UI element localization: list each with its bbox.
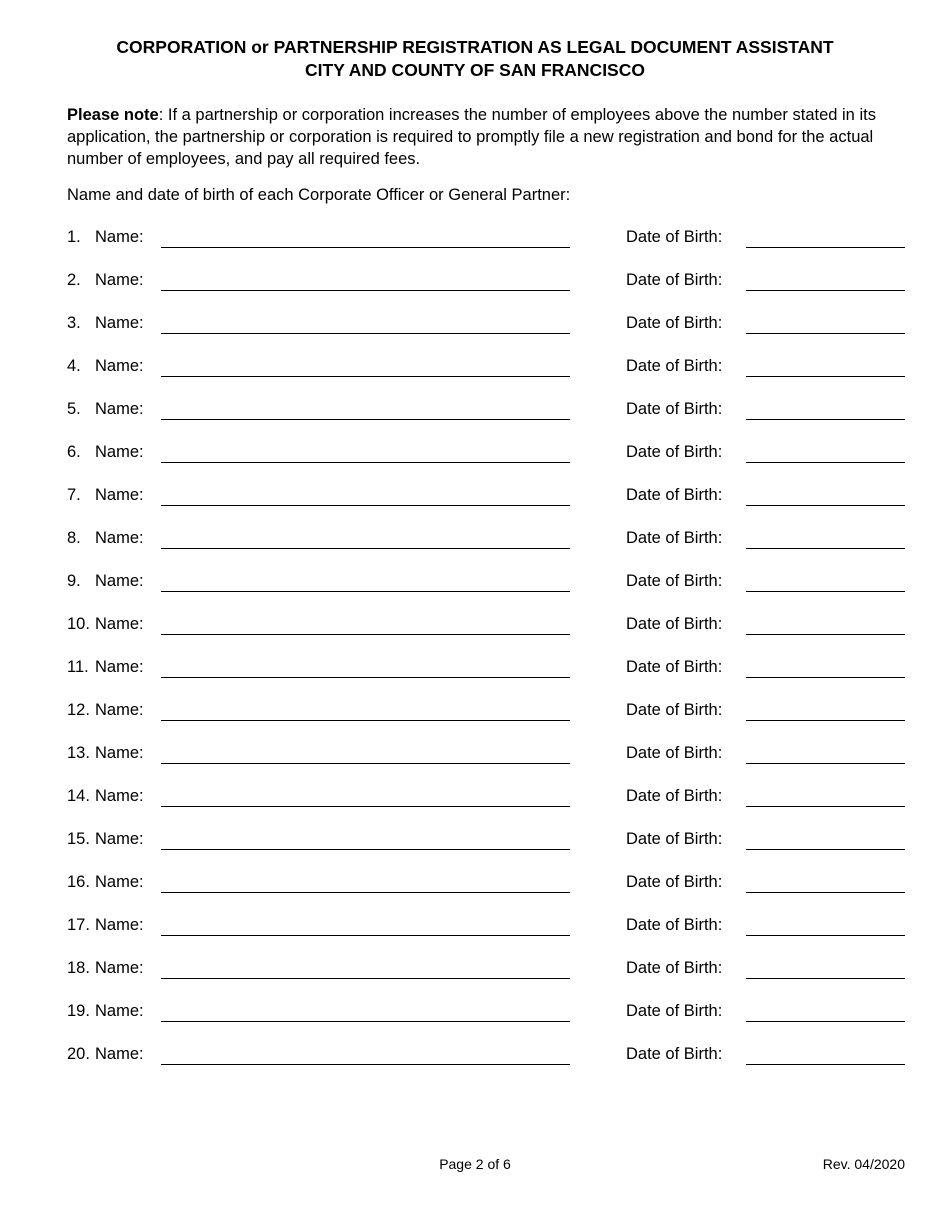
name-label: Name: (95, 357, 144, 375)
name-label: Name: (95, 830, 144, 848)
officer-row (0, 400, 950, 443)
please-note-paragraph (67, 104, 907, 170)
officer-row (0, 486, 950, 529)
name-label: Name: (95, 658, 144, 676)
date-of-birth-label: Date of Birth: (626, 658, 723, 676)
date-of-birth-field[interactable] (746, 359, 905, 377)
name-label: Name: (95, 916, 144, 934)
name-field[interactable] (161, 359, 570, 377)
date-of-birth-field[interactable] (746, 746, 905, 764)
row-number: 11. (67, 658, 89, 676)
date-of-birth-label: Date of Birth: (626, 1045, 723, 1063)
name-label: Name: (95, 314, 144, 332)
date-of-birth-label: Date of Birth: (626, 830, 723, 848)
name-field[interactable] (161, 1047, 570, 1065)
date-of-birth-field[interactable] (746, 1047, 905, 1065)
row-number: 1. (67, 228, 81, 246)
date-of-birth-field[interactable] (746, 230, 905, 248)
name-field[interactable] (161, 875, 570, 893)
page-title (0, 36, 950, 82)
name-field[interactable] (161, 746, 570, 764)
officer-row (0, 314, 950, 357)
row-number: 12. (67, 701, 90, 719)
date-of-birth-field[interactable] (746, 660, 905, 678)
name-field[interactable] (161, 402, 570, 420)
date-of-birth-label: Date of Birth: (626, 873, 723, 891)
date-of-birth-field[interactable] (746, 789, 905, 807)
name-field[interactable] (161, 531, 570, 549)
date-of-birth-label: Date of Birth: (626, 615, 723, 633)
row-number: 18. (67, 959, 90, 977)
row-number: 16. (67, 873, 90, 891)
date-of-birth-field[interactable] (746, 402, 905, 420)
name-label: Name: (95, 572, 144, 590)
name-label: Name: (95, 486, 144, 504)
officer-row (0, 529, 950, 572)
date-of-birth-field[interactable] (746, 273, 905, 291)
name-label: Name: (95, 959, 144, 977)
officer-row (0, 830, 950, 873)
name-label: Name: (95, 744, 144, 762)
date-of-birth-label: Date of Birth: (626, 271, 723, 289)
name-field[interactable] (161, 660, 570, 678)
date-of-birth-label: Date of Birth: (626, 228, 723, 246)
date-of-birth-label: Date of Birth: (626, 357, 723, 375)
officer-row (0, 357, 950, 400)
row-number: 3. (67, 314, 81, 332)
date-of-birth-field[interactable] (746, 1004, 905, 1022)
name-field[interactable] (161, 574, 570, 592)
page-number: Page 2 of 6 (439, 1156, 511, 1172)
officer-row (0, 615, 950, 658)
name-field[interactable] (161, 230, 570, 248)
date-of-birth-field[interactable] (746, 531, 905, 549)
date-of-birth-label: Date of Birth: (626, 959, 723, 977)
date-of-birth-label: Date of Birth: (626, 744, 723, 762)
row-number: 9. (67, 572, 81, 590)
date-of-birth-field[interactable] (746, 875, 905, 893)
officer-row (0, 572, 950, 615)
date-of-birth-field[interactable] (746, 574, 905, 592)
name-field[interactable] (161, 273, 570, 291)
name-field[interactable] (161, 918, 570, 936)
row-number: 17. (67, 916, 90, 934)
date-of-birth-field[interactable] (746, 316, 905, 334)
officer-list (0, 228, 950, 1088)
name-field[interactable] (161, 1004, 570, 1022)
officer-row (0, 271, 950, 314)
officer-row (0, 787, 950, 830)
name-label: Name: (95, 1002, 144, 1020)
please-note-text: : If a partnership or corporation increases the number of employees above the number stated in its application, the partnership or corporation is required to promptly file a new registration and bond for the actual number of employees, and pay all required fees. (67, 106, 876, 168)
date-of-birth-field[interactable] (746, 703, 905, 721)
row-number: 2. (67, 271, 81, 289)
name-label: Name: (95, 400, 144, 418)
officer-row (0, 443, 950, 486)
officer-row (0, 1002, 950, 1045)
row-number: 8. (67, 529, 81, 547)
date-of-birth-label: Date of Birth: (626, 314, 723, 332)
name-label: Name: (95, 615, 144, 633)
officer-row (0, 744, 950, 787)
date-of-birth-label: Date of Birth: (626, 787, 723, 805)
date-of-birth-label: Date of Birth: (626, 400, 723, 418)
date-of-birth-label: Date of Birth: (626, 443, 723, 461)
row-number: 5. (67, 400, 81, 418)
please-note-label: Please note (67, 106, 159, 124)
name-label: Name: (95, 701, 144, 719)
row-number: 15. (67, 830, 90, 848)
name-label: Name: (95, 228, 144, 246)
name-field[interactable] (161, 832, 570, 850)
row-number: 13. (67, 744, 90, 762)
name-field[interactable] (161, 617, 570, 635)
name-label: Name: (95, 1045, 144, 1063)
officer-row (0, 959, 950, 1002)
officer-row (0, 658, 950, 701)
row-number: 19. (67, 1002, 90, 1020)
officer-row (0, 916, 950, 959)
date-of-birth-label: Date of Birth: (626, 486, 723, 504)
title-line-2: CITY AND COUNTY OF SAN FRANCISCO (305, 60, 645, 80)
name-field[interactable] (161, 961, 570, 979)
name-label: Name: (95, 873, 144, 891)
name-field[interactable] (161, 789, 570, 807)
name-label: Name: (95, 787, 144, 805)
date-of-birth-field[interactable] (746, 488, 905, 506)
officer-row (0, 701, 950, 744)
title-line-1: CORPORATION or PARTNERSHIP REGISTRATION AS LEGAL DOCUMENT ASSISTANT (116, 37, 834, 57)
date-of-birth-label: Date of Birth: (626, 529, 723, 547)
officer-row (0, 873, 950, 916)
officer-row (0, 228, 950, 271)
officers-intro: Name and date of birth of each Corporate Officer or General Partner: (67, 186, 571, 204)
date-of-birth-field[interactable] (746, 918, 905, 936)
row-number: 14. (67, 787, 90, 805)
name-label: Name: (95, 529, 144, 547)
name-field[interactable] (161, 703, 570, 721)
officer-row (0, 1045, 950, 1088)
name-label: Name: (95, 443, 144, 461)
name-label: Name: (95, 271, 144, 289)
name-field[interactable] (161, 316, 570, 334)
date-of-birth-field[interactable] (746, 832, 905, 850)
date-of-birth-label: Date of Birth: (626, 916, 723, 934)
name-field[interactable] (161, 488, 570, 506)
revision-date: Rev. 04/2020 (822, 1156, 905, 1172)
row-number: 6. (67, 443, 81, 461)
date-of-birth-label: Date of Birth: (626, 701, 723, 719)
name-field[interactable] (161, 445, 570, 463)
date-of-birth-field[interactable] (746, 961, 905, 979)
date-of-birth-label: Date of Birth: (626, 1002, 723, 1020)
date-of-birth-field[interactable] (746, 445, 905, 463)
row-number: 7. (67, 486, 81, 504)
date-of-birth-label: Date of Birth: (626, 572, 723, 590)
row-number: 20. (67, 1045, 90, 1063)
row-number: 10. (67, 615, 90, 633)
date-of-birth-field[interactable] (746, 617, 905, 635)
row-number: 4. (67, 357, 81, 375)
